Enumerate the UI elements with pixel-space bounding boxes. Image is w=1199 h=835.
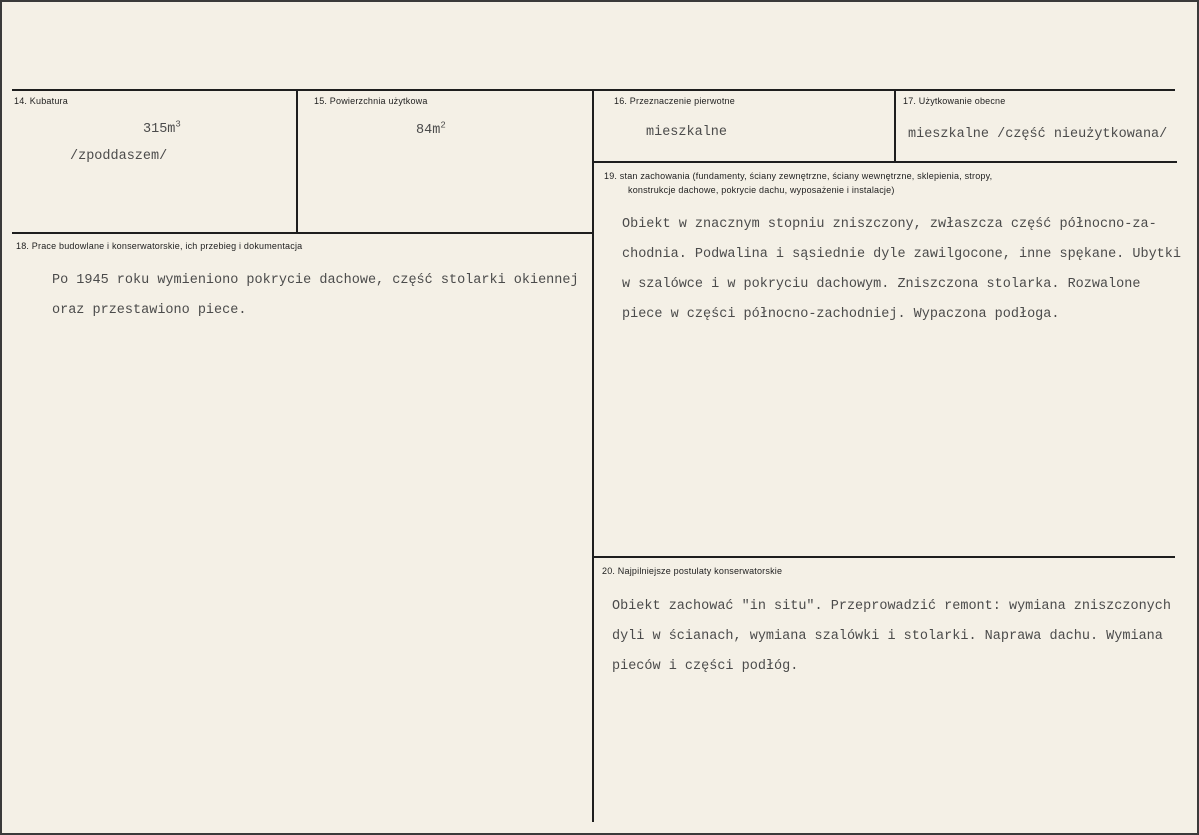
area-exponent: 2: [440, 120, 446, 131]
field-18-label: 18. Prace budowlane i konserwatorskie, ich przebieg i dokumentacja: [16, 241, 303, 251]
field-15-value: [416, 120, 446, 138]
field-19-line: chodnia. Podwalina i sąsiednie dyle zawilgocone, inne spękane. Ubytki: [622, 247, 1181, 262]
field-19-label-line1: 19. stan zachowania (fundamenty, ściany zewnętrzne, ściany wewnętrzne, sklepienia, stropy,: [604, 171, 993, 181]
field-16-value: mieszkalne: [646, 125, 728, 140]
field-19-line: piece w części północno-zachodniej. Wypaczona podłoga.: [622, 307, 1060, 322]
field-19-text: [622, 210, 1181, 330]
field-20-line: pieców i części podłóg.: [612, 659, 799, 674]
field-14-label: 14. Kubatura: [14, 96, 68, 106]
rule-14-15-bottom: [12, 232, 594, 234]
field-17-value: mieszkalne /część nieużytkowana/: [908, 127, 1168, 142]
field-14-note: /zpoddaszem/: [70, 149, 168, 164]
area-number: 84m: [416, 123, 441, 138]
rule-17-bottom: [593, 161, 1177, 163]
kubatura-number: 315m: [143, 122, 176, 137]
field-18-line: Po 1945 roku wymieniono pokrycie dachowe, część stolarki okiennej: [52, 273, 579, 288]
field-18-text: [52, 266, 579, 326]
field-16-label: 16. Przeznaczenie pierwotne: [614, 96, 735, 106]
field-15-label: 15. Powierzchnia użytkowa: [314, 96, 428, 106]
field-20-line: dyli w ścianach, wymiana szalówki i stolarki. Naprawa dachu. Wymiana: [612, 629, 1163, 644]
divider-14-15: [296, 90, 298, 233]
rule-19-bottom: [593, 556, 1175, 558]
divider-15-16: [592, 90, 594, 822]
field-20-line: Obiekt zachować "in situ". Przeprowadzić remont: wymiana zniszczonych: [612, 599, 1171, 614]
field-20-text: [612, 592, 1171, 682]
field-14-value: [143, 119, 181, 137]
field-19-line: Obiekt w znacznym stopniu zniszczony, zwłaszcza część północno-za-: [622, 217, 1157, 232]
kubatura-exponent: 3: [175, 119, 181, 130]
field-19-label-line2: konstrukcje dachowe, pokrycie dachu, wyposażenie i instalacje): [628, 185, 895, 195]
field-20-label: 20. Najpilniejsze postulaty konserwatorskie: [602, 566, 783, 576]
field-18-line: oraz przestawiono piece.: [52, 303, 247, 318]
field-19-line: w szalówce i w pokryciu dachowym. Zniszczona stolarka. Rozwalone: [622, 277, 1141, 292]
divider-16-17: [894, 90, 896, 162]
field-17-label: 17. Użytkowanie obecne: [903, 96, 1006, 106]
